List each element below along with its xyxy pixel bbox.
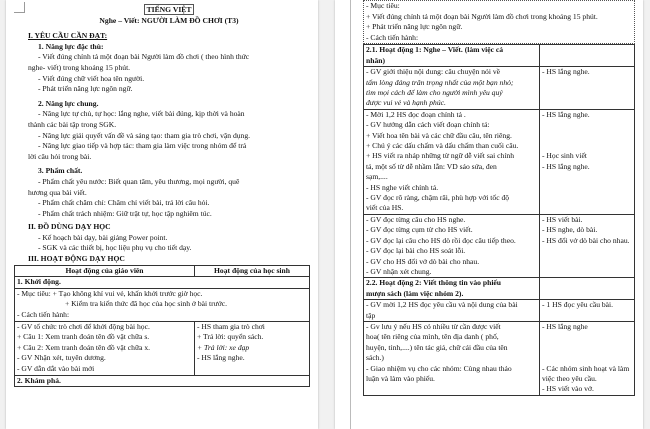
table-row — [15, 321, 310, 375]
activities-table-left — [14, 265, 310, 388]
text-line: + Kiểm tra kiến thức đã học của học sinh ở bài trước. — [65, 299, 228, 309]
student-cell — [540, 278, 635, 300]
text-line: - GV đọc từng câu cho HS nghe. — [366, 214, 466, 224]
lesson-title: Nghe – Viết: NGƯỜI LÀM ĐỒ CHƠI (T3) — [99, 15, 239, 25]
text-line: - HS viết vào vở. — [542, 384, 594, 394]
text-line: - Phẩm chất yêu nước: Biết quan tâm, yêu thương, mọi người, quê — [38, 176, 240, 186]
page-right-content — [363, 0, 635, 396]
text-line: nghe- viết) trong khoảng 15 phút. — [28, 62, 131, 72]
table-row — [364, 109, 635, 214]
text-line: - Phẩm chất trách nhiệm: Giữ trật tự, học tập nghiêm túc. — [38, 208, 212, 218]
text-line: việc theo yêu cầu. — [542, 373, 597, 383]
text-line: - Phát triển năng lực ngôn ngữ. — [38, 84, 133, 94]
text-line: - Viết đúng chữ viết hoa tên người. — [38, 73, 145, 83]
teacher-cell — [364, 45, 540, 67]
teacher-cell — [364, 300, 540, 322]
text-line: - GV Nhận xét, tuyên dương. — [17, 353, 106, 363]
activities-table-right — [363, 44, 635, 395]
page-left-content — [17, 2, 310, 387]
text-line: tả, một số từ dễ nhầm lẫn: VD sáo sứa, đen — [366, 161, 497, 171]
text-line: 2.2. Hoạt động 2: Viết thông tin vào phiếu — [366, 278, 502, 288]
text-line: - Mời 1,2 HS đọc đoạn chính tả . — [366, 109, 466, 119]
text-line — [542, 353, 632, 363]
text-line: - HS lắng nghe — [542, 321, 588, 331]
text-line: - Học sinh viết — [542, 151, 587, 161]
text-line: - GV dẫn dắt vào bài mới — [17, 364, 95, 373]
student-cell — [540, 214, 635, 277]
student-cell — [540, 45, 635, 67]
text-line: - GV tổ chức trò chơi để khởi động bài học. — [17, 321, 150, 331]
text-line: nhân) — [366, 55, 385, 65]
text-line: - GV đọc từng cụm từ cho HS viết. — [366, 225, 473, 235]
text-line: - 1 HS đọc yêu cầu bài. — [542, 300, 614, 310]
text-line: mượn sách (làm việc nhóm 2). — [366, 288, 464, 298]
subheading-specific-skills: 1. Năng lực đặc thù: — [38, 41, 104, 51]
table-row — [364, 278, 635, 300]
student-cell — [540, 67, 635, 110]
text-line: - Cách tiến hành: — [17, 310, 70, 320]
teacher-cell — [364, 109, 540, 214]
column-header-student: Hoạt động của học sinh — [195, 265, 310, 277]
text-line: - GV hướng dẫn cách viết đoạn chính tả: — [366, 120, 490, 130]
text-line: - Giao nhiệm vụ cho các nhóm: Cùng nhau thảo — [366, 363, 512, 373]
text-line: - Mục tiêu: + Tạo không khí vui vẻ, khấn khởi trước giờ học. — [17, 288, 203, 298]
table-row — [15, 288, 310, 321]
column-header-teacher: Hoạt động của giáo viên — [15, 265, 195, 277]
text-line: + Trả lời: quyển sách. — [197, 332, 264, 342]
text-line: - Cách tiến hành: — [366, 32, 419, 42]
text-line: + Chú ý các dấu chấm và dấu chấm than cuối câu. — [366, 141, 519, 151]
text-line: - HS lắng nghe. — [542, 67, 590, 77]
subheading-general-skills: 2. Năng lực chung. — [38, 98, 99, 108]
text-line: + Viết hoa tên bài và các chữ đầu câu, tên riêng. — [366, 130, 512, 140]
text-line: hương qua bài viết. — [28, 187, 87, 197]
text-line: - HS nghe, dò bài. — [542, 225, 598, 235]
text-line: - Năng lực giao tiếp và hợp tác: tham gia làm việc trong nhóm để trả — [38, 141, 247, 151]
text-line: + Viết đúng chính tả một đoạn bài Người làm đồ chơi trong khoảng 15 phút. — [366, 11, 598, 21]
student-cell — [540, 109, 635, 214]
text-line: - HS đổi vở dò bài cho nhau. — [542, 235, 630, 245]
text-line: - GV nhận xét chung. — [366, 266, 432, 276]
text-line: + Câu 1: Xem tranh đoán tên đồ vật chữa s. — [17, 332, 150, 342]
text-line: - Viết đúng chính tả một đoạn bài Người làm đồ chơi ( theo hình thức — [38, 52, 250, 62]
student-cell — [540, 321, 635, 395]
section-heading-materials: II. ĐỒ DÙNG DẠY HỌC — [28, 222, 111, 232]
text-line: tấm lòng đáng trân trọng nhất của một bạn nhỏ; — [366, 77, 514, 87]
teacher-cell — [15, 321, 195, 375]
table-row — [15, 277, 310, 289]
subject-title: TIẾNG VIỆT — [144, 4, 195, 15]
text-line: - Phẩm chất chăm chỉ: Chăm chỉ viết bài, trả lời câu hỏi. — [38, 198, 210, 208]
text-line: - Kế hoạch bài dạy, bài giảng Power point. — [38, 232, 168, 242]
row-heading-discover: 2. Khám phá. — [15, 375, 310, 387]
student-cell — [540, 300, 635, 322]
text-line — [542, 141, 632, 151]
text-line: - HS viết bài. — [542, 214, 583, 224]
text-line: + Trả lời: xe đạp — [197, 342, 250, 352]
text-line: hoa( tên riêng của mình, tên địa danh ( phố, — [366, 332, 499, 342]
text-line: - GV đọc rõ ràng, chậm rãi, phù hợp với tốc độ — [366, 193, 510, 203]
section-heading-requirements: I. YÊU CẦU CẦN ĐẠT: — [28, 31, 108, 41]
text-line — [542, 120, 632, 130]
text-line: viết của HS. — [366, 203, 404, 213]
document-page-right — [335, 0, 643, 429]
text-line: - GV đọc lại bài cho HS soát lỗi. — [366, 246, 466, 256]
text-line: thành các bài tập trong SGK. — [28, 119, 117, 129]
table-row — [364, 300, 635, 322]
table-row — [364, 45, 635, 67]
text-line: - GV cho HS đổi vở dò bài cho nhau. — [366, 256, 480, 266]
text-line: sách.) — [366, 353, 384, 363]
text-line: + Phát triển năng lực ngôn ngữ. — [366, 22, 463, 32]
text-line: - HS lắng nghe. — [542, 109, 590, 119]
student-cell — [195, 321, 310, 375]
text-line: sạm,.... — [366, 172, 388, 182]
text-line: - GV mời 1,2 HS đọc yêu cầu và nội dung của bài — [366, 300, 518, 310]
table-row — [364, 214, 635, 277]
text-line: huyện, tỉnh,....) tên tác giả, chữ cái đầu của tên — [366, 342, 508, 352]
text-line: - Năng lực giải quyết vấn đề và sáng tạo: tham gia trò chơi, vận dụng. — [38, 130, 251, 140]
text-line: + Câu 2: Xem tranh đoán tên đồ vật chữa x. — [17, 342, 151, 352]
text-line: - HS lắng nghe. — [542, 161, 590, 171]
text-line — [542, 332, 632, 342]
text-line: tìm mọi cách để làm cho người mình yêu quý — [366, 88, 503, 97]
objectives-block — [363, 0, 635, 44]
document-page-left — [6, 0, 318, 429]
text-line: được vui vẻ và hạnh phúc. — [366, 98, 446, 108]
margin-corner-mark — [14, 2, 25, 13]
text-line: - GV đọc lại câu cho HS dò rồi đọc câu tiếp theo. — [366, 235, 516, 245]
section-heading-activities: III. HOẠT ĐỘNG DẠY HỌC — [28, 254, 125, 264]
text-line: - Năng lực tự chủ, tự học: lắng nghe, viết bài đúng, kịp thời và hoàn — [38, 109, 245, 119]
text-line: - SGK và các thiết bị, học liệu phụ vụ cho tiết dạy. — [38, 243, 192, 253]
table-header-row — [15, 265, 310, 277]
text-line — [197, 364, 307, 375]
text-line: luận và làm vào phiếu. — [366, 373, 435, 383]
text-line: + HS viết ra nháp những từ ngữ dễ viết sai chính — [366, 151, 515, 161]
teacher-cell — [364, 214, 540, 277]
table-row — [364, 321, 635, 395]
text-line: - GV giới thiệu nội dung: câu chuyện nói về — [366, 67, 500, 77]
row-heading-warmup: 1. Khởi động. — [15, 277, 310, 289]
text-line: - HS tham gia trò chơi — [197, 321, 265, 331]
table-row — [15, 375, 310, 387]
table-row — [364, 67, 635, 110]
subheading-qualities: 3. Phẩm chất. — [38, 166, 83, 176]
text-line: - Mục tiêu: — [366, 1, 400, 10]
margin-guide — [350, 0, 351, 429]
text-line: - HS lắng nghe. — [197, 353, 245, 363]
text-line: 2.1. Hoạt động 1: Nghe – Viết. (làm việc cá — [366, 45, 504, 55]
text-line: lời câu hỏi trong bài. — [28, 151, 92, 161]
teacher-cell — [364, 67, 540, 110]
text-line — [542, 131, 632, 141]
teacher-cell — [364, 321, 540, 395]
text-line: - Các nhóm sinh hoạt và làm — [542, 363, 630, 373]
text-line: - Gv lưu ý nếu HS có nhiều từ cần được viết — [366, 321, 501, 331]
teacher-cell — [364, 278, 540, 300]
text-line: - HS nghe viết chính tả. — [366, 182, 439, 192]
text-line: tập — [366, 310, 376, 320]
text-line — [542, 343, 632, 353]
